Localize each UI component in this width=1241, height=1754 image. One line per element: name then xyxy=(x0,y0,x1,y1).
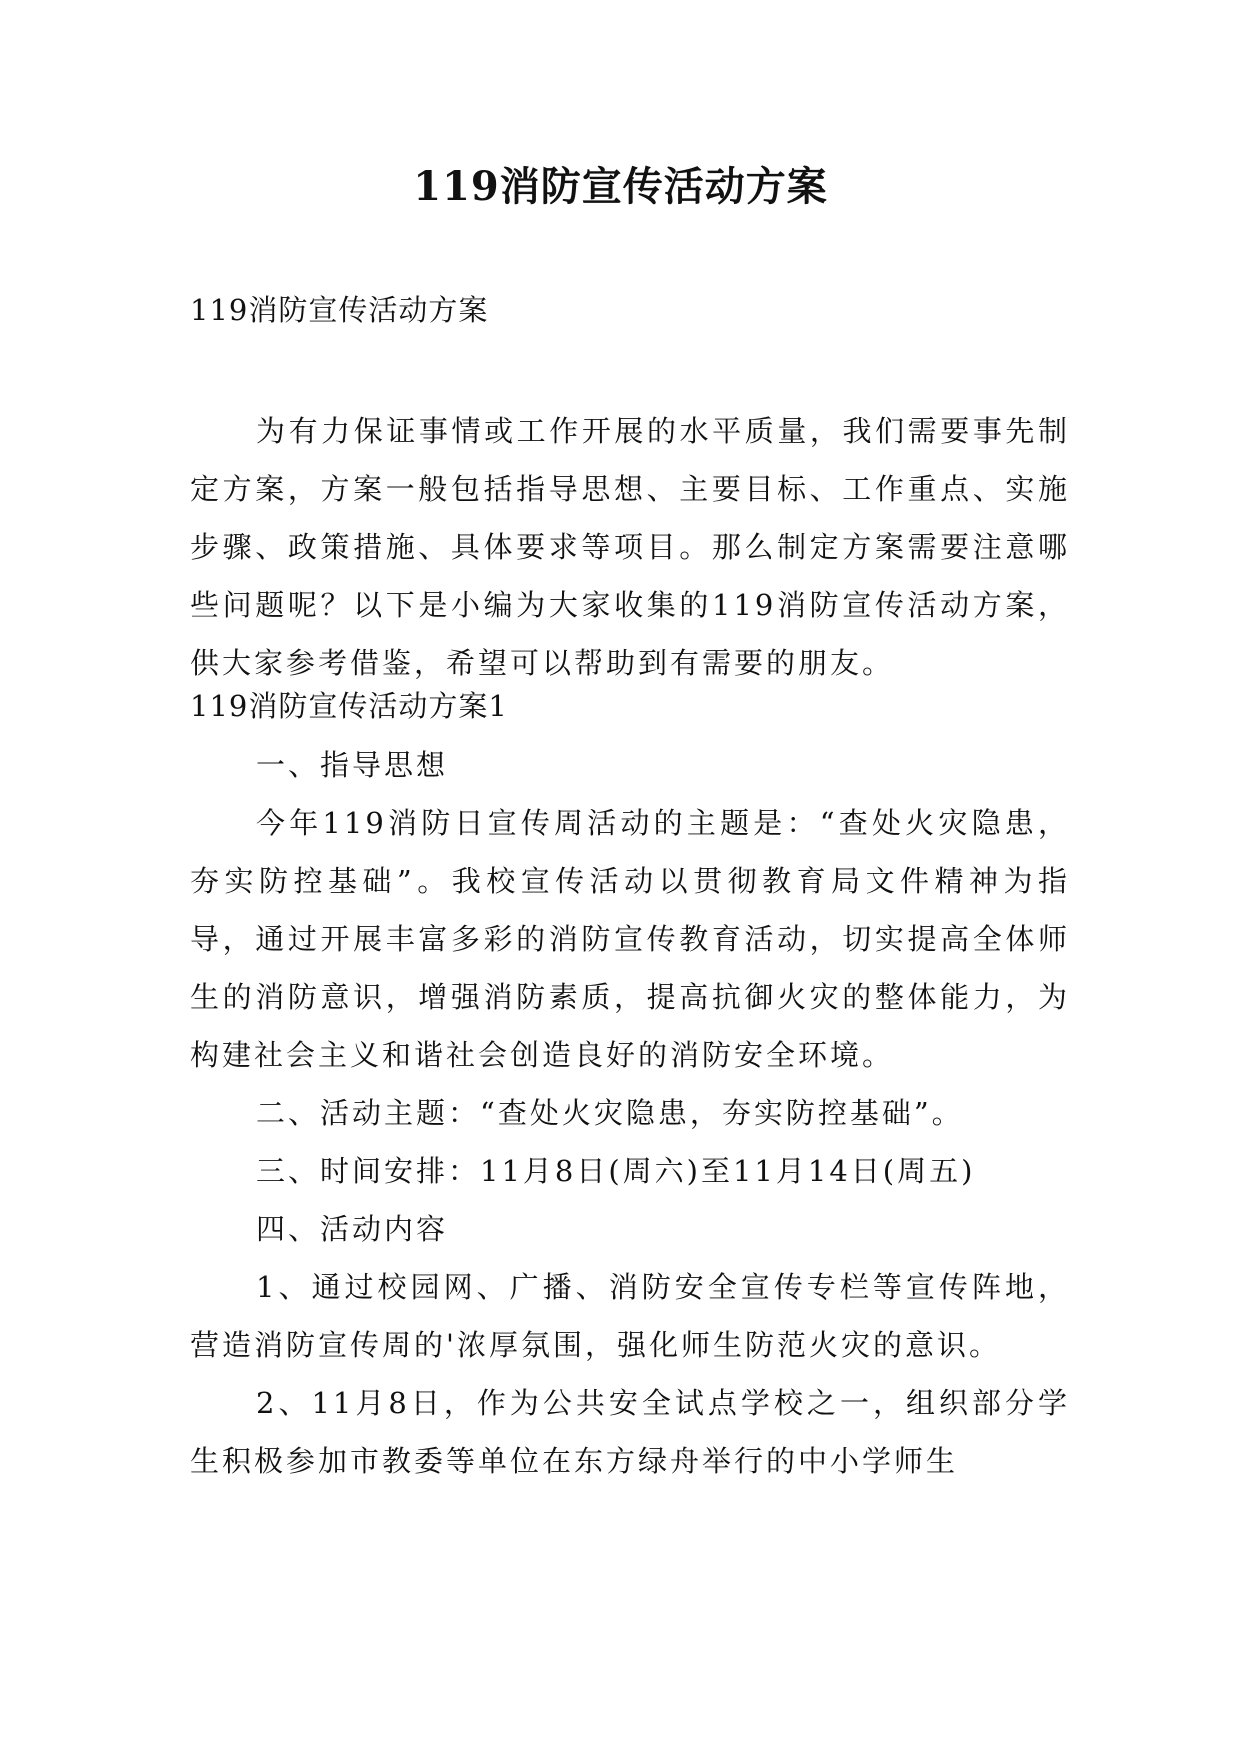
section-content xyxy=(190,736,1070,1490)
paragraph-content-item-2: 2、11月8日，作为公共安全试点学校之一，组织部分学生积极参加市教委等单位在东方绿舟举行的中小学师生 xyxy=(190,1386,1070,1478)
intro-paragraph: 为有力保证事情或工作开展的水平质量，我们需要事先制定方案，方案一般包括指导思想、主要目标、工作重点、实施步骤、政策措施、具体要求等项目。那么制定方案需要注意哪些问题呢？以下是小编为大家收集的119消防宣传活动方案，供大家参考借鉴，希望可以帮助到有需要的朋友。 xyxy=(190,414,1070,680)
paragraph-guiding-ideology-heading: 一、指导思想 xyxy=(256,748,449,782)
paragraph-content-item-1: 1、通过校园网、广播、消防安全宣传专栏等宣传阵地，营造消防宣传周的'浓厚氛围，强化师生防范火灾的意识。 xyxy=(190,1270,1070,1362)
document-title: 119消防宣传活动方案 xyxy=(413,163,828,210)
document-subtitle: 119消防宣传活动方案 xyxy=(190,293,489,327)
paragraph-time-schedule: 三、时间安排：11月8日(周六)至11月14日(周五) xyxy=(256,1154,976,1188)
paragraph-activity-content-heading: 四、活动内容 xyxy=(256,1212,449,1246)
section-heading: 119消防宣传活动方案1 xyxy=(190,689,508,723)
paragraph-activity-theme: 二、活动主题：“查处火灾隐患，夯实防控基础”。 xyxy=(256,1096,964,1130)
paragraph-guiding-ideology: 今年119消防日宣传周活动的主题是：“查处火灾隐患，夯实防控基础”。我校宣传活动以贯彻教育局文件精神为指导，通过开展丰富多彩的消防宣传教育活动，切实提高全体师生的消防意识，增强消防素质，提高抗御火灾的整体能力，为构建社会主义和谐社会创造良好的消防安全环境。 xyxy=(190,806,1070,1072)
